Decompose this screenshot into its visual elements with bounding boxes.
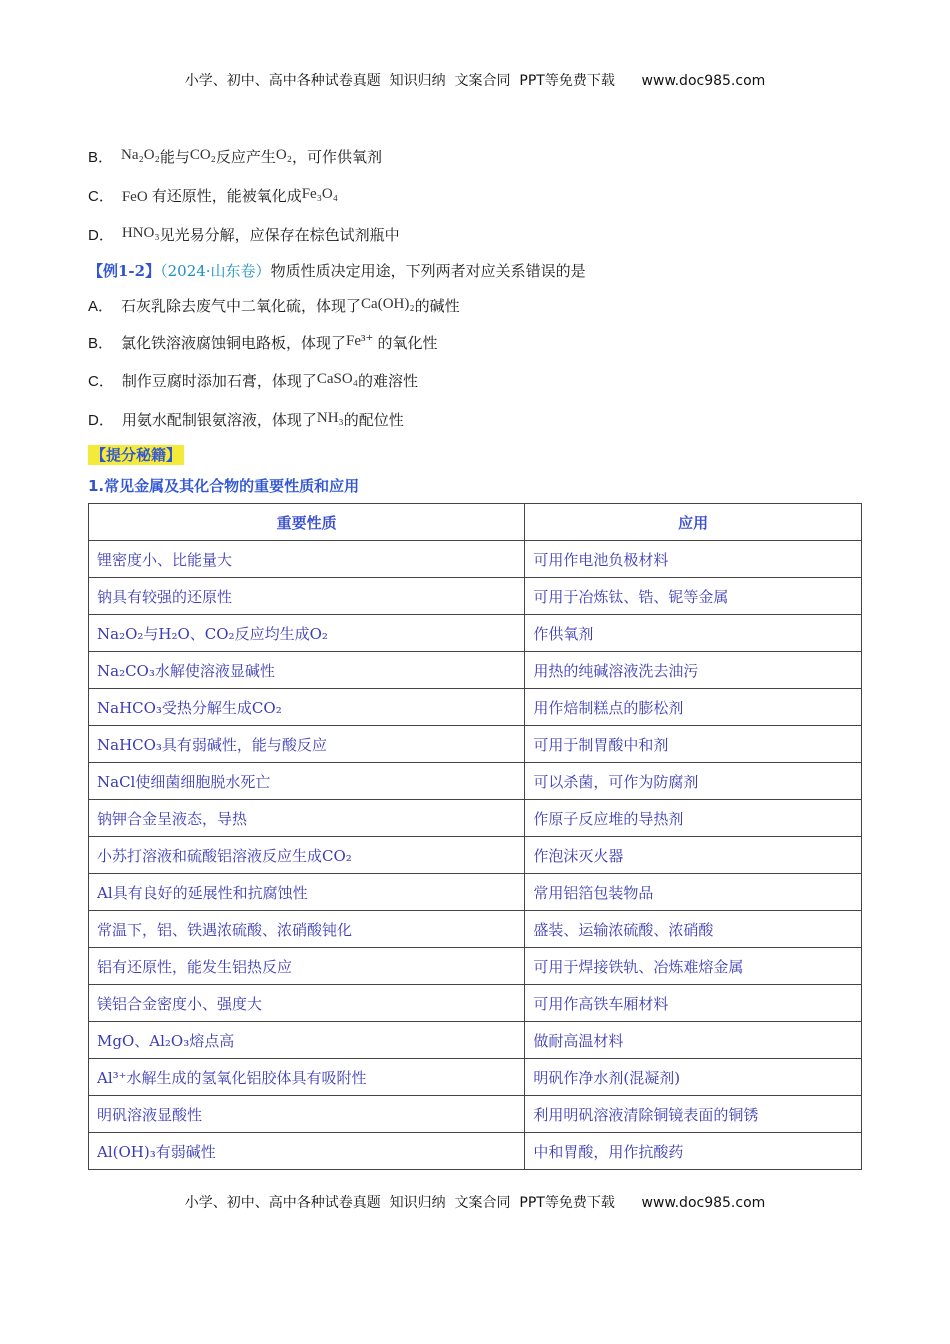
column-header-application: 应用 (525, 504, 862, 541)
option-label: B． (88, 149, 114, 166)
formula-co2: CO₂ (189, 147, 216, 163)
table-row (89, 763, 862, 800)
property-cell: NaHCO₃具有弱碱性，能与酸反应 (89, 726, 525, 763)
table-row (89, 1022, 862, 1059)
table-header-row (89, 504, 862, 541)
option-text: 石灰乳除去废气中二氧化硫，体现了 (121, 297, 362, 315)
option-b-prev (88, 147, 382, 168)
table-row (89, 615, 862, 652)
formula-nh3: NH₃ (316, 410, 344, 426)
application-cell: 可用于焊接铁轨、冶炼难熔金属 (525, 948, 862, 985)
option-text: 反应产生 (215, 148, 276, 166)
table-row (89, 800, 862, 837)
property-cell: Na₂O₂与H₂O、CO₂反应均生成O₂ (89, 615, 525, 652)
option-label: C． (88, 373, 114, 390)
page-header: 小学、初中、高中各种试卷真题 知识归纳 文案合同 PPT等免费下载 www.doc985.com (184, 73, 766, 89)
application-cell: 用热的纯碱溶液洗去油污 (525, 652, 862, 689)
property-cell: 小苏打溶液和硫酸铝溶液反应生成CO₂ (89, 837, 525, 874)
option-d-prev (88, 225, 400, 246)
table-row (89, 578, 862, 615)
table-row (89, 1133, 862, 1170)
table-row (89, 689, 862, 726)
property-cell: 锂密度小、比能量大 (89, 541, 525, 578)
property-cell: 明矾溶液显酸性 (89, 1096, 525, 1133)
table-row (89, 948, 862, 985)
property-cell: 常温下，铝、铁遇浓硫酸、浓硝酸钝化 (89, 911, 525, 948)
property-application-table (88, 503, 862, 1170)
table-row (89, 911, 862, 948)
property-cell: Al具有良好的延展性和抗腐蚀性 (89, 874, 525, 911)
example-option-d (88, 410, 404, 431)
application-cell: 作供氧剂 (525, 615, 862, 652)
table-row (89, 1096, 862, 1133)
table-row (89, 652, 862, 689)
formula-fe3o4: Fe₃O₄ (301, 186, 338, 202)
option-label: C． (88, 188, 114, 205)
application-cell: 作原子反应堆的导热剂 (525, 800, 862, 837)
table-row (89, 837, 862, 874)
example-tag: 【例1-2】 (88, 262, 161, 280)
application-cell: 可用于冶炼钛、锆、铌等金属 (525, 578, 862, 615)
option-text: 氯化铁溶液腐蚀铜电路板，体现了 (121, 334, 347, 352)
option-text: 见光易分解，应保存在棕色试剂瓶中 (159, 226, 400, 244)
column-header-property: 重要性质 (89, 504, 525, 541)
application-cell: 利用明矾溶液清除铜镜表面的铜锈 (525, 1096, 862, 1133)
property-cell: 钠具有较强的还原性 (89, 578, 525, 615)
option-text: 制作豆腐时添加石膏，体现了 (121, 372, 317, 390)
application-cell: 中和胃酸，用作抗酸药 (525, 1133, 862, 1170)
application-cell: 可以杀菌，可作为防腐剂 (525, 763, 862, 800)
application-cell: 盛装、运输浓硫酸、浓硝酸 (525, 911, 862, 948)
option-text: 的难溶性 (357, 372, 418, 390)
formula-feo: FeO (121, 189, 148, 205)
option-text: 能与 (159, 148, 190, 166)
table-row (89, 985, 862, 1022)
property-cell: MgO、Al₂O₃熔点高 (89, 1022, 525, 1059)
option-text: 的碱性 (414, 297, 460, 315)
application-cell: 可用于制胃酸中和剂 (525, 726, 862, 763)
property-cell: 镁铝合金密度小、强度大 (89, 985, 525, 1022)
table-row (89, 726, 862, 763)
table-row (89, 541, 862, 578)
property-cell: NaHCO₃受热分解生成CO₂ (89, 689, 525, 726)
option-label: D． (88, 412, 114, 429)
option-text: 的氧化性 (377, 334, 438, 352)
example-source: （2024·山东卷） (160, 262, 271, 280)
formula-na2o2: Na₂O₂ (121, 147, 160, 163)
option-label: B． (88, 335, 114, 352)
option-text: 用氨水配制银氨溶液，体现了 (121, 411, 317, 429)
application-cell: 明矾作净水剂(混凝剂) (525, 1059, 862, 1096)
application-cell: 作泡沫灭火器 (525, 837, 862, 874)
option-text: ，可作供氧剂 (291, 148, 382, 166)
table-row (89, 1059, 862, 1096)
property-cell: 钠钾合金呈液态，导热 (89, 800, 525, 837)
formula-caoh2: Ca(OH)₂ (361, 296, 415, 312)
example-question: 物质性质决定用途，下列两者对应关系错误的是 (270, 262, 586, 280)
example-option-c (88, 371, 418, 392)
option-text: 的配位性 (343, 411, 404, 429)
application-cell: 可用作高铁车厢材料 (525, 985, 862, 1022)
formula-o2: O₂ (275, 147, 292, 163)
application-cell: 常用铝箔包装物品 (525, 874, 862, 911)
formula-hno3: HNO₃ (121, 225, 160, 241)
property-cell: NaCl使细菌细胞脱水死亡 (89, 763, 525, 800)
table-row (89, 874, 862, 911)
property-cell: Na₂CO₃水解使溶液显碱性 (89, 652, 525, 689)
application-cell: 可用作电池负极材料 (525, 541, 862, 578)
example-option-b (88, 333, 437, 354)
tip-label: 【提分秘籍】 (88, 445, 184, 465)
application-cell: 用作焙制糕点的膨松剂 (525, 689, 862, 726)
option-text: 有还原性，能被氧化成 (151, 187, 302, 205)
section-title: 1.常见金属及其化合物的重要性质和应用 (88, 477, 360, 495)
formula-caso4: CaSO₄ (316, 371, 358, 387)
application-cell: 做耐高温材料 (525, 1022, 862, 1059)
property-cell: Al³⁺水解生成的氢氧化铝胶体具有吸附性 (89, 1059, 525, 1096)
option-label: D． (88, 227, 114, 244)
formula-fe3plus: Fe³⁺ (346, 333, 374, 349)
page-footer: 小学、初中、高中各种试卷真题 知识归纳 文案合同 PPT等免费下载 www.doc985.com (184, 1195, 766, 1211)
option-c-prev (88, 186, 338, 207)
option-label: A． (88, 298, 114, 315)
property-cell: Al(OH)₃有弱碱性 (89, 1133, 525, 1170)
property-cell: 铝有还原性，能发生铝热反应 (89, 948, 525, 985)
example-option-a (88, 296, 460, 317)
example-title (88, 261, 586, 281)
